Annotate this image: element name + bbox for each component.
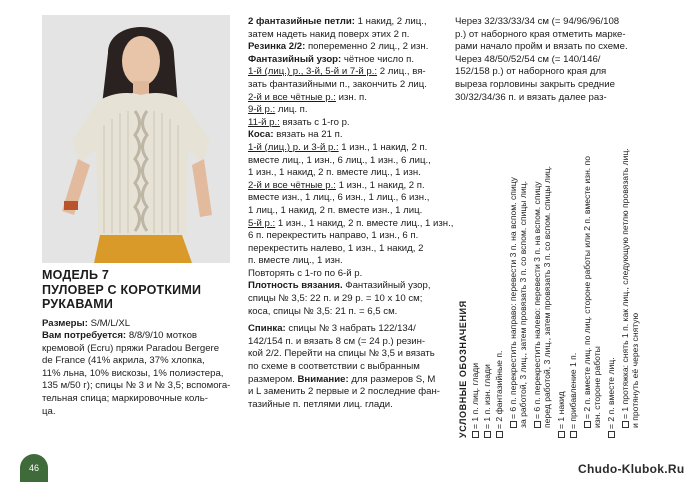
legend-item — [482, 364, 492, 438]
text-line: Повторять с 1-го по 6-й р. — [248, 267, 363, 279]
text-line: 135 м/50 г); спицы № 3 и № 3,5; вспомога- — [42, 380, 231, 392]
text-line — [248, 217, 454, 231]
legend-column — [620, 148, 640, 428]
k2tog-alt-symbol — [608, 431, 615, 438]
k2tog-symbol — [584, 421, 591, 428]
text-line: и L заменить 2 первые и 2 последние фан- — [248, 386, 440, 398]
text-line: тельная спица; маркировочные коль- — [42, 393, 208, 405]
legend-text: изн. стороне работы — [592, 346, 602, 428]
text: 1 изн., 1 накид, 2 п. — [338, 141, 428, 153]
row-label: 5-й р.: — [248, 217, 276, 229]
text: Фантазийный узор, — [342, 280, 431, 292]
legend-item — [556, 391, 566, 438]
text: 2 лиц., вя- — [377, 66, 426, 78]
text-line — [248, 54, 448, 67]
text-line: ца. — [42, 405, 56, 417]
row-label: 1-й (лиц.) р., 3-й, 5-й и 7-й р.: — [248, 66, 378, 78]
term: Фантазийный узор: — [248, 53, 342, 65]
text: попеременно 2 лиц., 2 изн. — [305, 41, 429, 53]
text-line: 8/8/9/10 мотков — [128, 330, 198, 342]
text-line: р.) от наборного края отметить марке- — [455, 28, 626, 40]
text-line: по схеме в соответствии с выбранным — [248, 361, 420, 373]
text-line — [248, 280, 448, 293]
text-line: 30/32/34/36 п. и вязать далее раз- — [455, 91, 607, 103]
text-line: зать фантазийными п., закончить 2 лиц. — [248, 78, 427, 90]
text-line: перекрестить налево, 1 изн., 1 накид, 2 — [248, 242, 424, 254]
text: размером. — [248, 373, 298, 385]
text-line: п. вместе лиц., 1 изн. — [248, 255, 343, 267]
legend-column — [458, 300, 468, 438]
text: спицы № 3 набрать 122/134/ — [285, 323, 416, 335]
term: Резинка 2/2: — [248, 41, 306, 53]
legend-item — [568, 353, 578, 438]
legend-text: = 6 п. перекрестить направо: перевести 3 п. на вспом. спицу — [508, 177, 518, 419]
text-line: вместе изн., 1 лиц., 6 изн., 1 лиц., 6 изн., — [248, 192, 430, 204]
text: лиц. п. — [275, 104, 308, 116]
row-label: 2-й и все чётные р.: — [248, 179, 336, 191]
sizes-value: S/M/L/XL — [90, 317, 131, 329]
text-line: рами начало пройм и вязать по схеме. — [455, 41, 628, 53]
text-line — [248, 180, 448, 193]
increase-symbol — [570, 431, 577, 438]
model-title — [42, 268, 232, 312]
site-watermark: Chudo-Klubok.Ru — [578, 462, 685, 476]
text-line: 11% льна, 10% вискозы, 1% полиэстера, — [42, 367, 224, 379]
text-line: Через 48/50/52/54 см (= 140/146/ — [455, 53, 601, 65]
legend-item — [470, 363, 480, 438]
legend-text: = 2 п. вместе лиц. по лиц. стороне работы или 2 п. вместе изн. по — [582, 155, 592, 419]
legend-column — [508, 177, 528, 428]
text-line: коса, спицы № 3,5: 21 п. = 6,5 см. — [248, 305, 398, 317]
text: вязать на 21 п. — [273, 129, 343, 141]
text: 1 изн., 1 накид, 2 п. вместе лиц., 1 изн., — [275, 217, 454, 229]
legend-text: = 2 п. вместе лиц. — [606, 357, 616, 429]
legend-column — [470, 363, 480, 438]
text-line: выреза горловины закрыть средние — [455, 78, 615, 90]
cable-left-symbol — [534, 421, 541, 428]
text-line — [248, 142, 448, 155]
text-line: тазийные п. петлями лиц. глади. — [248, 398, 393, 410]
text-line — [248, 16, 448, 29]
legend-column — [532, 166, 552, 428]
text: 1 накид, 2 лиц., — [355, 16, 427, 27]
legend-column — [482, 364, 492, 438]
cable-right-symbol — [510, 421, 517, 428]
legend-text: = прибавление 1 п. — [568, 352, 578, 429]
text: для размеров S, M — [348, 373, 436, 385]
legend-item — [582, 156, 592, 428]
text-line — [248, 92, 448, 105]
text-line: de France (41% акрила, 37% хлопка, — [42, 355, 205, 367]
text-line — [248, 129, 448, 142]
text-line: 142/154 п. и вязать 8 см (= 24 р.) резин- — [248, 335, 426, 347]
legend-text: = 2 фантазийные п. — [494, 350, 504, 429]
term: Внимание: — [297, 373, 349, 385]
sizes-label: Размеры: — [42, 317, 88, 329]
text-line — [248, 66, 448, 79]
legend-text: перед работой, 3 лиц., затем провязать 3 п. со вспом. спицы лиц. — [542, 165, 552, 428]
legend-text: и протянуть её через снятую — [630, 312, 640, 428]
text-line — [248, 374, 448, 387]
materials-label: Вам потребуется: — [42, 330, 127, 342]
term: 2 фантазийные петли: — [248, 16, 355, 27]
legend-title: УСЛОВНЫЕ ОБОЗНАЧЕНИЯ — [458, 300, 468, 438]
legend-column — [568, 353, 578, 438]
column-middle — [248, 16, 454, 411]
sizes — [42, 318, 232, 331]
title-line: МОДЕЛЬ 7 — [42, 268, 109, 282]
legend-item — [620, 148, 630, 428]
legend-text: = 1 п. изн. глади — [482, 364, 492, 429]
text: вязать с 1-го р. — [279, 116, 350, 128]
text-line: кой 2/2. Перейти на спицы № 3,5 и вязать — [248, 348, 435, 360]
legend-column — [494, 351, 504, 438]
column-left — [42, 268, 232, 418]
legend-text: = 1 п. лиц. глади — [470, 362, 480, 429]
text-line: 1 изн., 1 накид, 2 п. вместе лиц., 1 изн. — [248, 167, 421, 179]
fancy-stitch-symbol — [496, 431, 503, 438]
row-label: 11-й р.: — [248, 116, 280, 128]
model-photo — [42, 15, 230, 263]
text-line — [248, 41, 448, 54]
legend-text: = 6 п. перекрестить налево: перевести 3 п. на вспом. спицу — [532, 181, 542, 419]
legend-item — [494, 351, 504, 438]
text-line — [248, 323, 448, 336]
column-right — [455, 16, 655, 104]
slip-stitch-symbol — [622, 421, 629, 428]
legend-text: = 1 протяжка: снять 1 п. как лиц., следующую петлю провязать лиц. — [620, 148, 630, 419]
legend-text: за работой, 3 лиц., затем провязать 3 п. со вспом. спицы лиц. — [518, 181, 528, 428]
text: 1 изн., 1 накид, 2 п. — [335, 179, 425, 191]
materials — [42, 330, 232, 343]
row-label: 9-й р.: — [248, 104, 276, 116]
legend-item — [508, 177, 518, 428]
text-line: 152/158 р.) от наборного края для — [455, 66, 607, 78]
text-line — [248, 104, 448, 117]
text-line: спицы № 3,5: 22 п. и 29 р. = 10 х 10 см; — [248, 293, 423, 305]
legend-item — [532, 166, 542, 428]
knit-stitch-symbol — [472, 431, 479, 438]
yarn-over-symbol — [558, 431, 565, 438]
text-line: кремовой (Ecru) пряжи Paradou Bergere — [42, 342, 220, 354]
text-line: Через 32/33/33/34 см (= 94/96/96/108 — [455, 16, 620, 27]
text-line: вместе лиц., 1 изн., 6 лиц., 1 изн., 6 лиц., — [248, 154, 431, 166]
text-line: 1 лиц., 1 накид, 2 п. вместе изн., 1 лиц. — [248, 204, 423, 216]
legend-column — [582, 156, 602, 428]
title-line: РУКАВАМИ — [42, 297, 114, 311]
row-label: 1-й (лиц.) р. и 3-й р.: — [248, 141, 339, 153]
text-line — [248, 117, 448, 130]
legend — [452, 128, 648, 448]
page-number: 46 — [20, 454, 48, 482]
legend-column — [556, 391, 566, 438]
term: Плотность вязания. — [248, 280, 343, 292]
title-line: ПУЛОВЕР С КОРОТКИМИ — [42, 282, 202, 297]
text: чётное число п. — [341, 53, 414, 65]
purl-stitch-symbol — [484, 431, 491, 438]
legend-text: = 1 накид — [556, 391, 566, 429]
text-line: затем надеть накид поверх этих 2 п. — [248, 28, 410, 40]
legend-column — [606, 357, 616, 438]
term: Спинка: — [248, 323, 286, 335]
text: изн. п. — [335, 91, 367, 103]
text-line: 6 п. перекрестить направо, 1 изн., 6 п. — [248, 230, 419, 242]
legend-item — [606, 357, 616, 438]
term: Коса: — [248, 129, 274, 141]
row-label: 2-й и все чётные р.: — [248, 91, 336, 103]
